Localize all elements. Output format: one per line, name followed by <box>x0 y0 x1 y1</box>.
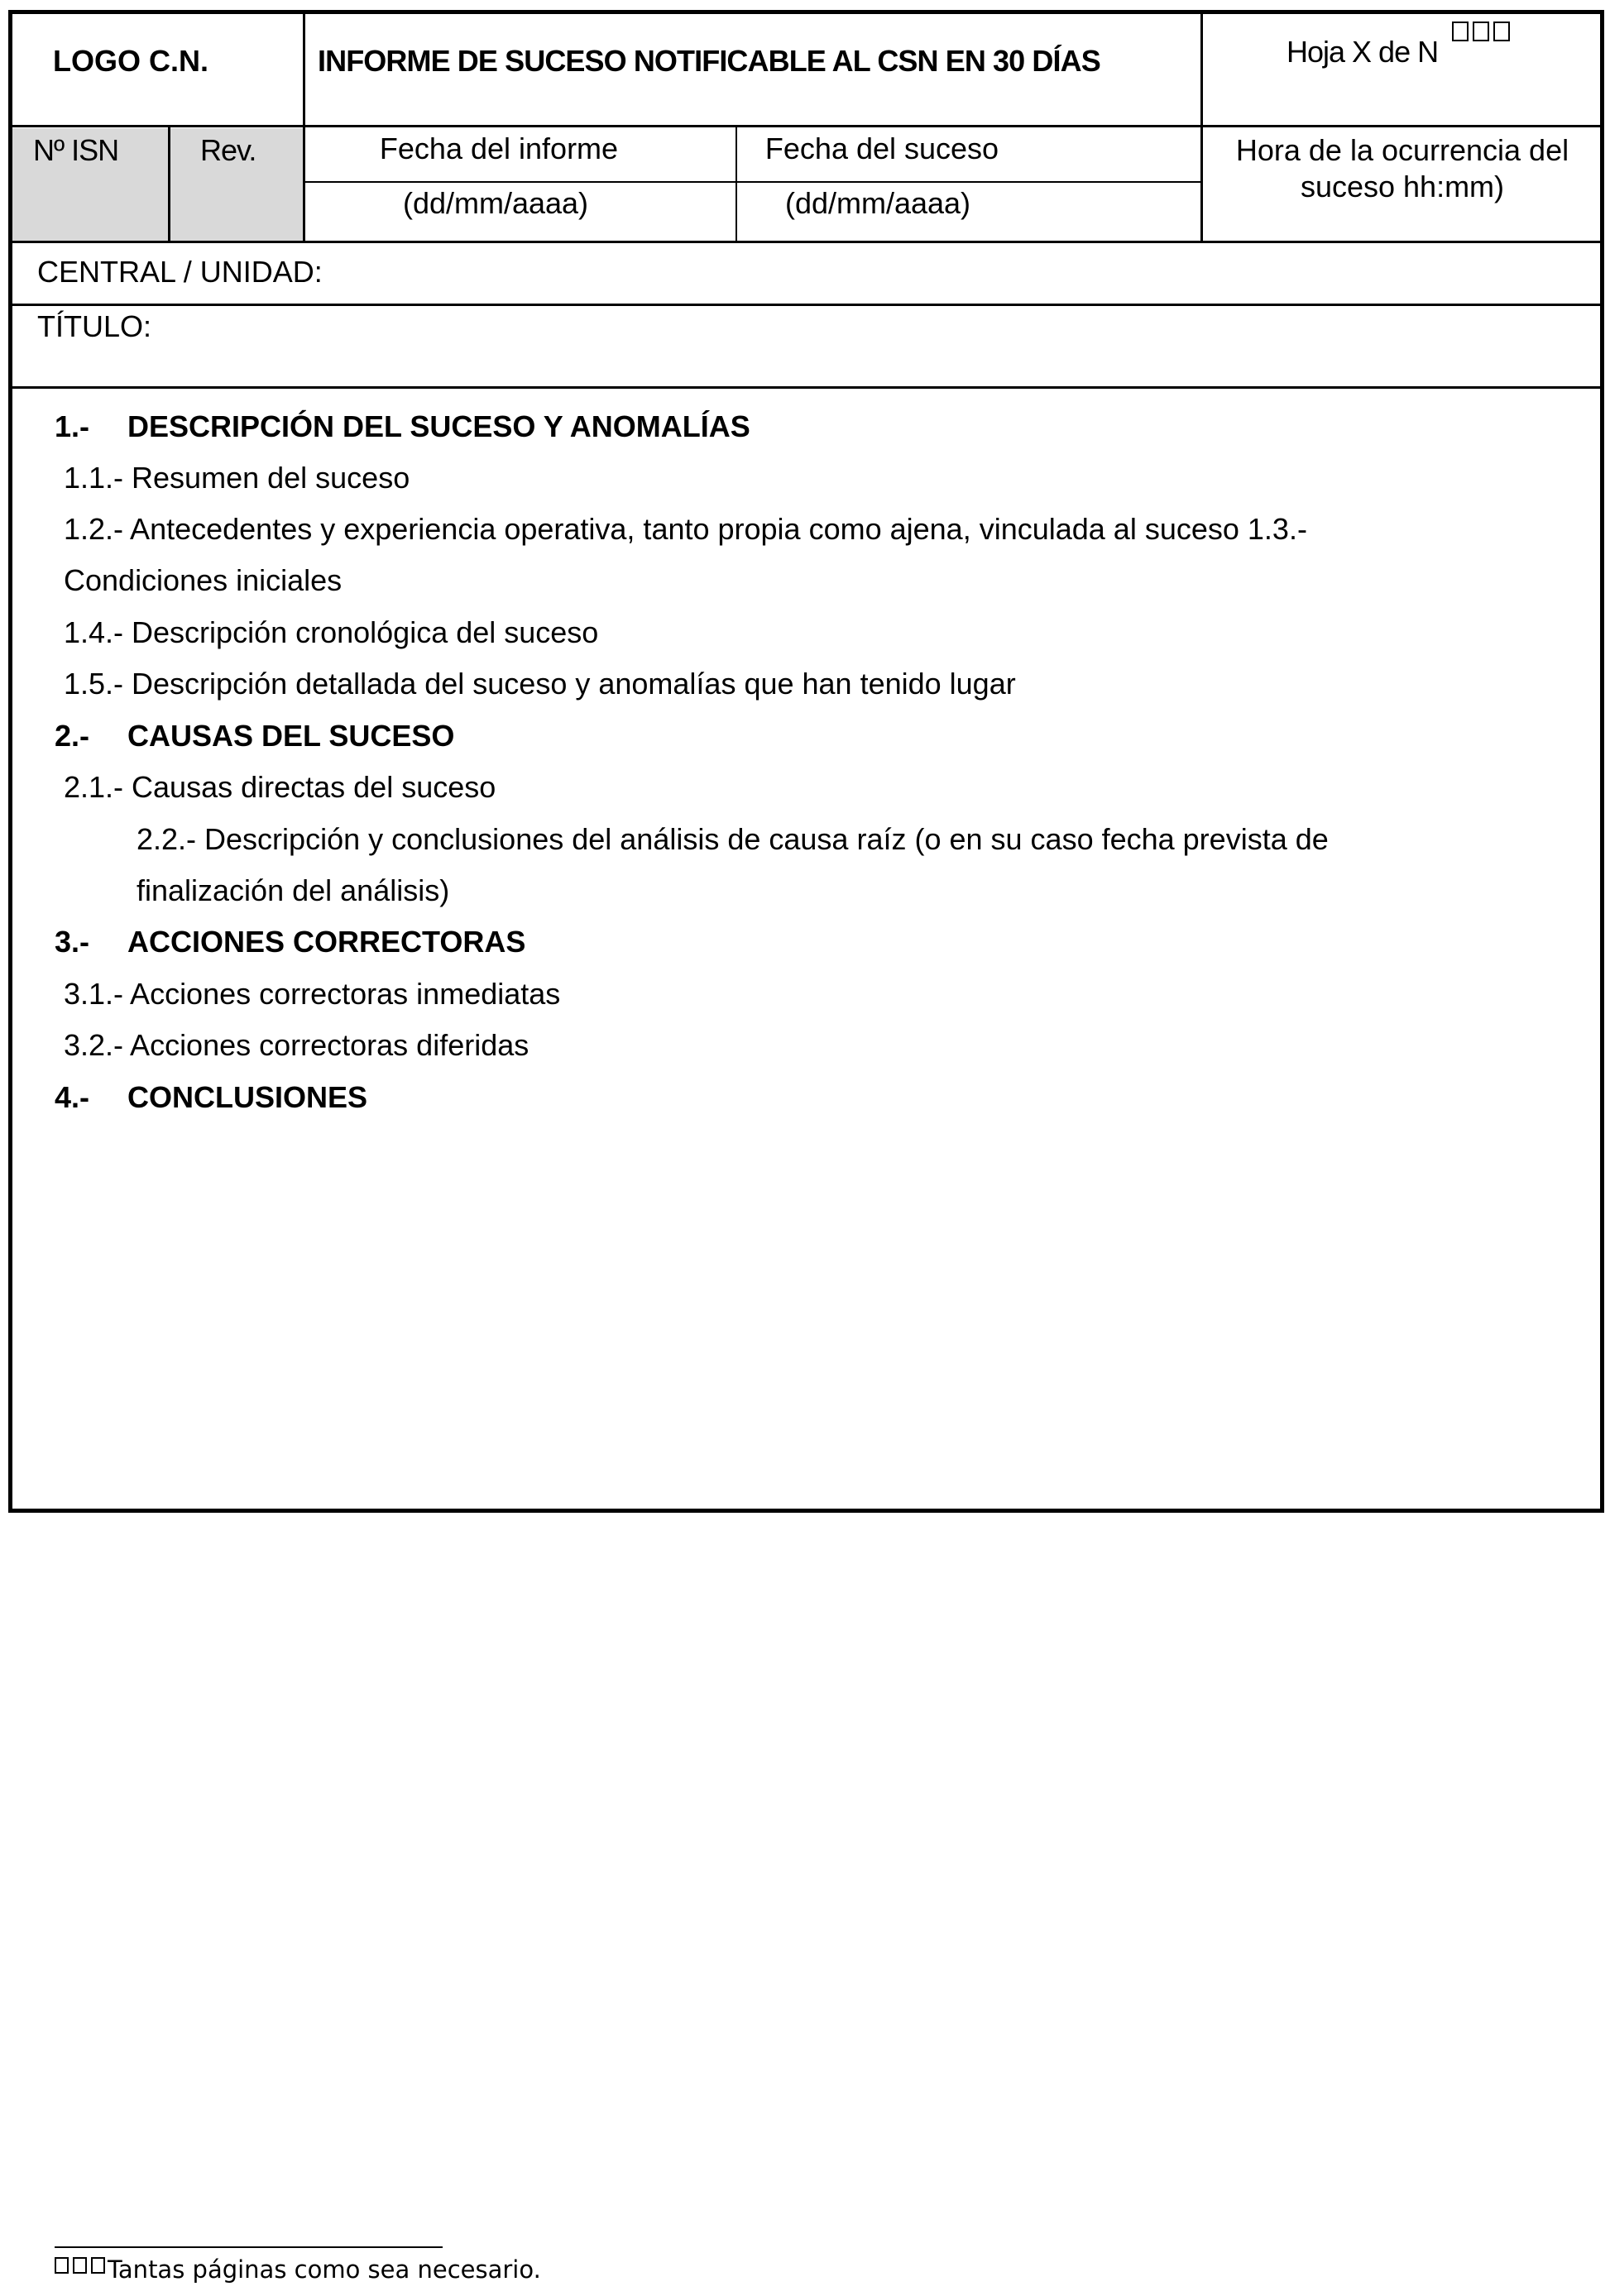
rev-label: Rev. <box>200 133 256 167</box>
event-date-label: Fecha del suceso <box>764 132 999 165</box>
report-title: INFORME DE SUCESO NOTIFICABLE AL CSN EN 30 DÍAS <box>318 44 1100 78</box>
square-glyph-icon <box>73 2257 87 2274</box>
subsection-3-1: 3.1.- Acciones correctoras inmediatas <box>64 977 561 1011</box>
logo-placeholder: LOGO C.N. <box>53 44 208 78</box>
subsection-3-2: 3.2.- Acciones correctoras diferidas <box>64 1028 529 1062</box>
subsection-2-2-line2: finalización del análisis) <box>137 873 450 907</box>
square-glyph-icon <box>55 2257 69 2274</box>
report-date-format: (dd/mm/aaaa) <box>402 186 589 220</box>
section-4-heading: CONCLUSIONES <box>127 1080 368 1114</box>
subsection-1-4: 1.4.- Descripción cronológica del suceso <box>64 615 599 649</box>
sheet-divider <box>1200 12 1203 242</box>
section-4-number: 4.- <box>55 1080 90 1114</box>
square-glyph-icon <box>1493 22 1510 41</box>
subsection-1-3: Condiciones iniciales <box>64 563 343 597</box>
footnote-text: Tantas páginas como sea necesario. <box>108 2255 541 2284</box>
central-unit-label: CENTRAL / UNIDAD: <box>37 255 323 289</box>
subsection-1-5: 1.5.- Descripción detallada del suceso y anomalías que han tenido lugar <box>64 667 1016 701</box>
square-glyph-icon <box>1452 22 1469 41</box>
section-2-heading: CAUSAS DEL SUCESO <box>127 719 455 753</box>
sheet-label: Hoja X de N <box>1287 35 1439 69</box>
subsection-1-1: 1.1.- Resumen del suceso <box>64 461 410 495</box>
square-glyph-icon <box>1473 22 1489 41</box>
section-2-number: 2.- <box>55 719 90 753</box>
section-3-number: 3.- <box>55 925 90 959</box>
section-1-number: 1.- <box>55 409 90 443</box>
section-1-heading: DESCRIPCIÓN DEL SUCESO Y ANOMALÍAS <box>127 409 750 443</box>
report-form-frame <box>8 10 1604 1513</box>
fields-divider <box>10 241 1603 243</box>
central-divider <box>10 304 1603 306</box>
event-time-label-line2: suceso hh:mm) <box>1300 170 1505 203</box>
event-time-label-line1: Hora de la ocurrencia del <box>1235 133 1569 167</box>
square-glyph-icon <box>91 2257 105 2274</box>
isn-rev-divider <box>168 126 170 242</box>
isn-label: Nº ISN <box>33 133 119 167</box>
subsection-1-2: 1.2.- Antecedentes y experiencia operativa, tanto propia como ajena, vinculada al suceso 1.3.- <box>64 512 1307 546</box>
subsection-2-2-line1: 2.2.- Descripción y conclusiones del análisis de causa raíz (o en su caso fecha prevista de <box>137 822 1329 856</box>
footnote-mark <box>55 2257 109 2274</box>
date-format-divider <box>304 181 1201 183</box>
report-date-label: Fecha del informe <box>379 132 619 165</box>
sheet-number <box>1287 34 1438 70</box>
subsection-2-1: 2.1.- Causas directas del suceso <box>64 770 496 804</box>
title-divider <box>10 386 1603 389</box>
header-divider <box>10 125 1603 127</box>
event-date-format: (dd/mm/aaaa) <box>784 186 971 220</box>
sheet-footnote-mark <box>1452 22 1514 41</box>
footnote-separator <box>55 2246 443 2248</box>
title-label: TÍTULO: <box>37 309 152 343</box>
section-3-heading: ACCIONES CORRECTORAS <box>127 925 526 959</box>
